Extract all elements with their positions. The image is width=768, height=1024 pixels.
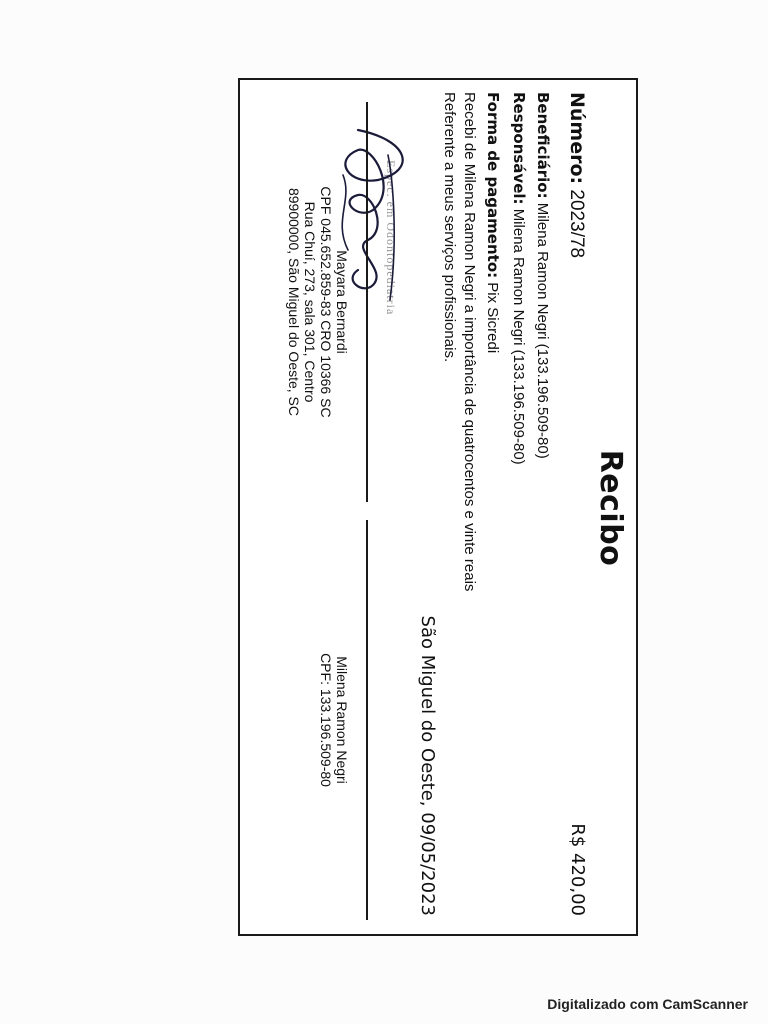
city-date: São Miguel do Oeste, 09/05/2023 bbox=[417, 615, 438, 916]
camscanner-watermark: Digitalizado com CamScanner bbox=[547, 996, 748, 1012]
payer-signature-line bbox=[366, 520, 368, 920]
issuer-address-1: Rua Chuí, 273, sala 301, Centro bbox=[302, 201, 318, 403]
responsible-label: Responsável: bbox=[510, 92, 528, 205]
issuer-signature-line bbox=[366, 102, 368, 502]
receipt-title: Recibo bbox=[593, 449, 628, 567]
receipt-number bbox=[565, 92, 588, 258]
receipt-amount: R$ 420,00 bbox=[567, 823, 588, 916]
receipt-number-value: 2023/78 bbox=[566, 189, 587, 259]
receipt-frame bbox=[238, 78, 638, 936]
receipt-body-line-1: Recebi de Milena Ramon Negri a importância de quatrocentos e vinte reais bbox=[461, 92, 478, 592]
issuer-cpf-cro: CPF 045.652.859-83 CRO 10366 SC bbox=[318, 186, 334, 418]
beneficiary-label: Beneficiário: bbox=[534, 92, 552, 199]
receipt-body-line-2: Referente a meus serviços profissionais. bbox=[441, 92, 458, 363]
payer-info bbox=[318, 520, 350, 920]
payment-method-row bbox=[484, 92, 502, 353]
issuer-name: Mayara Bernardi bbox=[334, 250, 350, 354]
payment-method-label: Forma de pagamento: bbox=[484, 92, 502, 279]
payment-method-value: Pix Sicredi bbox=[484, 282, 501, 354]
beneficiary-row bbox=[534, 92, 552, 459]
issuer-address-2: 89900000, São Miguel do Oeste, SC bbox=[286, 187, 302, 417]
payer-cpf: CPF: 133.196.509-80 bbox=[318, 653, 334, 787]
issuer-info bbox=[286, 102, 350, 502]
receipt-number-label: Número: bbox=[566, 92, 588, 185]
responsible-value: Milena Ramon Negri (133.196.509-80) bbox=[510, 208, 527, 465]
responsible-row bbox=[510, 92, 528, 465]
receipt-document bbox=[240, 80, 638, 936]
payer-name: Milena Ramon Negri bbox=[334, 656, 350, 784]
professional-stamp: Espec. em Odontopediatria bbox=[384, 160, 398, 316]
beneficiary-value: Milena Ramon Negri (133.196.509-80) bbox=[534, 202, 551, 459]
